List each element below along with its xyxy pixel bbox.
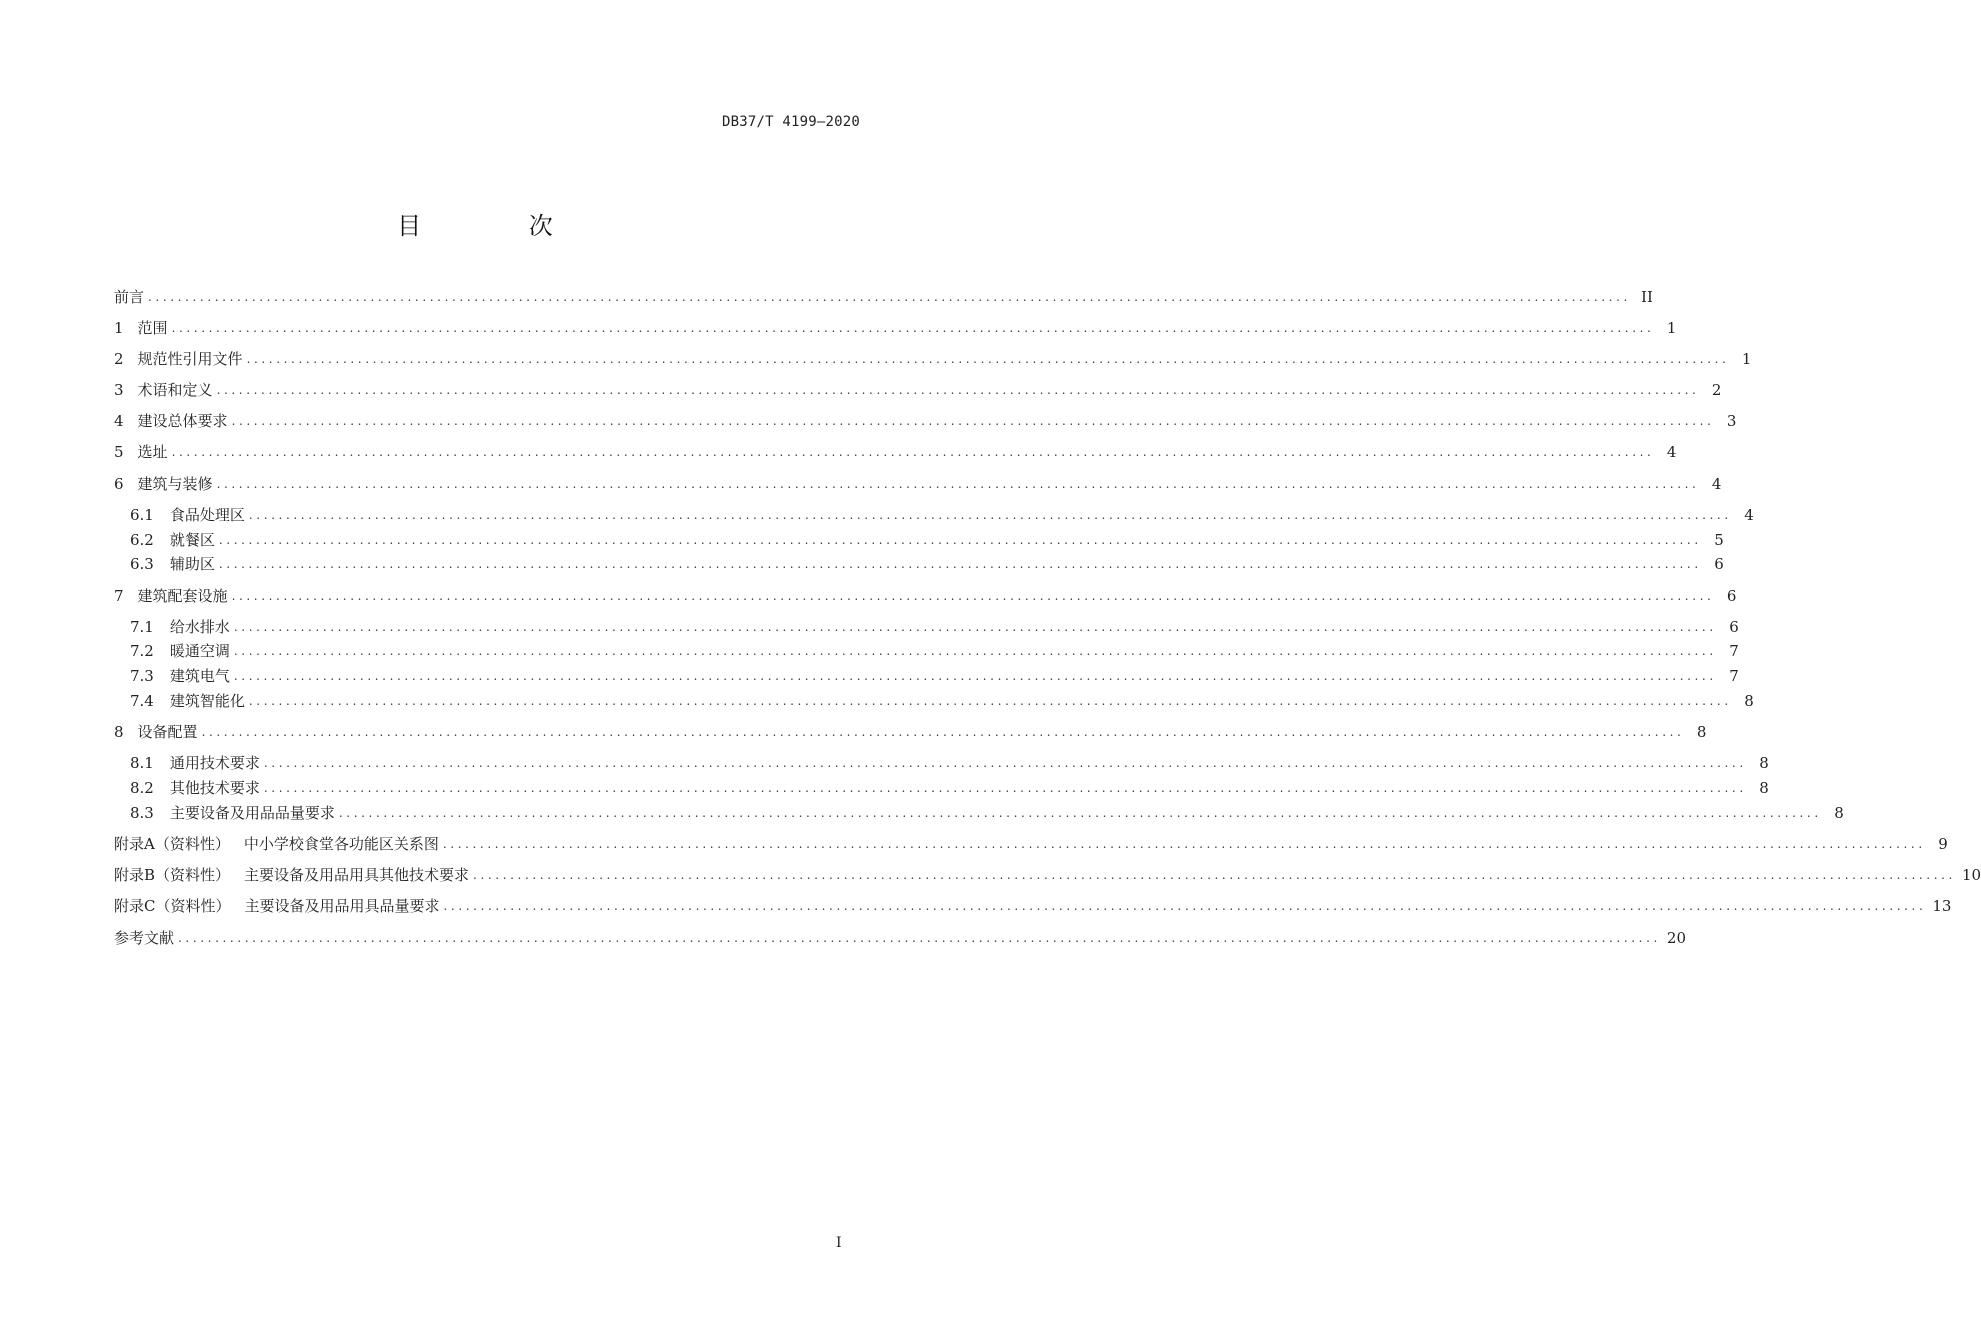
toc-entry[interactable] (114, 776, 1769, 800)
toc-entry-number: 附录C（资料性） (114, 897, 231, 915)
page-number: I (836, 1235, 842, 1251)
toc-entry-number: 6 (114, 475, 124, 493)
toc-entry[interactable] (114, 472, 1722, 496)
toc-entry-label (114, 584, 232, 608)
toc-entry-label (130, 615, 234, 639)
toc-entry-text: 暖通空调 (169, 642, 230, 660)
toc-entry-number: 3 (114, 381, 124, 399)
toc-entry-page: 2 (1711, 381, 1722, 399)
toc-leader-dots: ........................................................................................................................................................................................................ (171, 321, 1655, 335)
toc-entry-text: 主要设备及用品用具其他技术要求 (244, 866, 470, 884)
toc-entry[interactable] (114, 639, 1739, 663)
toc-leader-dots: ........................................................................................................................................................................................................ (218, 557, 1702, 571)
toc-entry-number: 6.2 (130, 531, 154, 549)
toc-entry-page: 4 (1744, 506, 1754, 524)
toc-entry-page: 8 (1744, 692, 1754, 710)
toc-entry-label (130, 689, 249, 713)
toc-entry-number: 附录A（资料性） (114, 835, 230, 853)
toc-entry-page: 3 (1726, 412, 1737, 430)
toc-leader-dots: ........................................................................................................................................................................................................ (233, 620, 1717, 634)
toc-entry-label (130, 503, 249, 527)
toc-leader-dots: ........................................................................................................................................................................................................ (231, 414, 1715, 428)
toc-entry-number: 8.3 (130, 804, 154, 822)
toc-entry-label (130, 751, 264, 775)
toc-entry-number: 7.1 (130, 618, 154, 636)
toc-entry-text: 中小学校食堂各功能区关系图 (243, 835, 439, 853)
toc-entry-number: 7.4 (130, 692, 154, 710)
toc-entry-page: 6 (1714, 555, 1724, 573)
toc-entry-number: 8.1 (130, 754, 154, 772)
toc-entry[interactable] (114, 440, 1677, 464)
toc-entry-text: 设备配置 (137, 723, 198, 741)
toc-entry-label (130, 552, 219, 576)
toc-title: 目 次 (397, 212, 603, 240)
toc-leader-dots: ........................................................................................................................................................................................................ (246, 352, 1730, 366)
toc-entry-label (114, 894, 444, 918)
toc-entry-label (114, 926, 178, 950)
toc-entry-page: 9 (1938, 835, 1948, 853)
toc-entry-label (130, 664, 234, 688)
toc-entry[interactable] (114, 720, 1707, 744)
toc-entry-label (130, 801, 339, 825)
toc-entry[interactable] (114, 664, 1739, 688)
toc-entry[interactable] (114, 503, 1754, 527)
toc-entry-text: 主要设备及用品品量要求 (169, 804, 335, 822)
toc-entry-label (114, 832, 443, 856)
toc-entry-page: 5 (1714, 531, 1724, 549)
toc-leader-dots: ........................................................................................................................................................................................................ (248, 508, 1732, 522)
toc-entry[interactable] (114, 689, 1754, 713)
toc-entry-page: 4 (1711, 475, 1722, 493)
toc-entry-label (114, 285, 148, 309)
toc-entry-number: 7.3 (130, 667, 154, 685)
toc-entry-page: 1 (1741, 350, 1752, 368)
toc-entry-page: II (1641, 288, 1653, 306)
toc-entry-text: 选址 (137, 443, 168, 461)
toc-entry-number: 附录B（资料性） (114, 866, 231, 884)
toc-entry-page: 7 (1729, 642, 1739, 660)
toc-entry-page: 8 (1759, 779, 1769, 797)
toc-entry-label (130, 528, 219, 552)
toc-entry[interactable] (114, 863, 1981, 887)
toc-entry-page: 8 (1759, 754, 1769, 772)
toc-entry-text: 建筑与装修 (137, 475, 213, 493)
toc-entry[interactable] (114, 751, 1769, 775)
toc-leader-dots: ........................................................................................................................................................................................................ (473, 868, 1956, 882)
toc-entry-text: 给水排水 (169, 618, 230, 636)
toc-entry-number: 7 (114, 587, 124, 605)
toc-leader-dots: ........................................................................................................................................................................................................ (148, 290, 1631, 304)
toc-entry[interactable] (114, 584, 1737, 608)
toc-entry-text: 参考文献 (114, 929, 175, 947)
toc-entry-label (114, 409, 232, 433)
toc-entry-label (130, 776, 264, 800)
toc-entry-page: 4 (1666, 443, 1677, 461)
toc-entry[interactable] (114, 801, 1844, 825)
toc-entry[interactable] (114, 347, 1752, 371)
toc-entry[interactable] (114, 316, 1677, 340)
toc-leader-dots: ........................................................................................................................................................................................................ (218, 533, 1702, 547)
toc-entry-label (114, 316, 172, 340)
toc-entry[interactable] (114, 832, 1948, 856)
toc-entry-page: 1 (1666, 319, 1677, 337)
toc-entry-text: 食品处理区 (169, 506, 245, 524)
toc-entry-text: 辅助区 (169, 555, 215, 573)
toc-leader-dots: ........................................................................................................................................................................................................ (263, 756, 1747, 770)
toc-entry-number: 8 (114, 723, 124, 741)
toc-entry-number: 1 (114, 319, 124, 337)
toc-entry[interactable] (114, 894, 1952, 918)
toc-leader-dots: ........................................................................................................................................................................................................ (216, 477, 1700, 491)
toc-leader-dots: ........................................................................................................................................................................................................ (443, 899, 1927, 913)
toc-leader-dots: ........................................................................................................................................................................................................ (233, 669, 1717, 683)
toc-entry-label (114, 863, 473, 887)
toc-entry-number: 7.2 (130, 642, 154, 660)
toc-entry-page: 10 (1961, 866, 1981, 884)
toc-entry-page: 8 (1834, 804, 1844, 822)
toc-leader-dots: ........................................................................................................................................................................................................ (216, 383, 1700, 397)
toc-entry-text: 建筑电气 (169, 667, 230, 685)
toc-entry-number: 6.1 (130, 506, 154, 524)
toc-entry-text: 建筑配套设施 (137, 587, 228, 605)
toc-leader-dots: ........................................................................................................................................................................................................ (171, 445, 1655, 459)
toc-entry-label (114, 440, 172, 464)
toc-entry-number: 8.2 (130, 779, 154, 797)
toc-entry-number: 5 (114, 443, 124, 461)
toc-entry-page: 6 (1729, 618, 1739, 636)
toc-entry-text: 就餐区 (169, 531, 215, 549)
toc-entry-text: 范围 (137, 319, 168, 337)
toc-entry-number: 2 (114, 350, 124, 368)
toc-entry[interactable] (114, 528, 1724, 552)
toc-leader-dots: ........................................................................................................................................................................................................ (338, 806, 1822, 820)
toc-entry-text: 主要设备及用品用具品量要求 (244, 897, 440, 915)
toc-entry[interactable] (114, 615, 1739, 639)
toc-leader-dots: ........................................................................................................................................................................................................ (231, 589, 1715, 603)
toc-entry-number: 4 (114, 412, 124, 430)
toc-entry[interactable] (114, 552, 1724, 576)
toc-entry-text: 其他技术要求 (169, 779, 260, 797)
toc-entry-label (130, 639, 234, 663)
toc-entry-text: 建设总体要求 (137, 412, 228, 430)
toc-entry[interactable] (114, 285, 1653, 309)
toc-entry[interactable] (114, 409, 1737, 433)
toc-entry-text: 术语和定义 (137, 381, 213, 399)
document-code: DB37/T 4199—2020 (721, 114, 860, 130)
toc-entry-page: 20 (1666, 929, 1686, 947)
toc-entry-text: 建筑智能化 (169, 692, 245, 710)
toc-entry-label (114, 378, 217, 402)
toc-leader-dots: ........................................................................................................................................................................................................ (178, 931, 1661, 945)
toc-entry-page: 7 (1729, 667, 1739, 685)
toc-leader-dots: ........................................................................................................................................................................................................ (233, 644, 1717, 658)
toc-entry-label (114, 720, 202, 744)
toc-entry-text: 通用技术要求 (169, 754, 260, 772)
toc-entry[interactable] (114, 926, 1686, 950)
toc-entry-page: 13 (1932, 897, 1952, 915)
toc-entry-label (114, 347, 247, 371)
toc-leader-dots: ........................................................................................................................................................................................................ (201, 725, 1685, 739)
toc-entry-number: 6.3 (130, 555, 154, 573)
toc-leader-dots: ........................................................................................................................................................................................................ (263, 781, 1747, 795)
toc-entry-text: 规范性引用文件 (137, 350, 243, 368)
toc-entry-label (114, 472, 217, 496)
toc-entry-text: 前言 (114, 288, 145, 306)
toc-leader-dots: ........................................................................................................................................................................................................ (248, 694, 1732, 708)
toc-entry[interactable] (114, 378, 1722, 402)
toc-entry-page: 6 (1726, 587, 1737, 605)
toc-leader-dots: ........................................................................................................................................................................................................ (442, 837, 1926, 851)
toc-entry-page: 8 (1696, 723, 1707, 741)
